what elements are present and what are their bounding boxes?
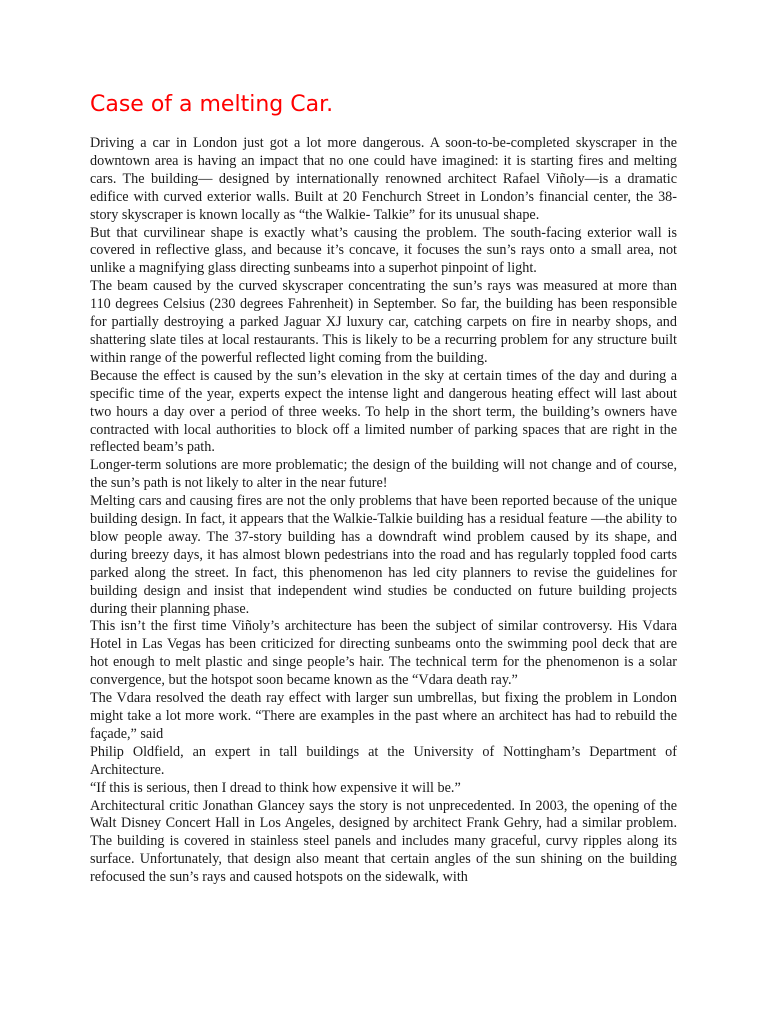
paragraph: Longer-term solutions are more problematic; the design of the building will not change and of course, the sun’s path is not likely to alter in the near future!	[90, 457, 677, 492]
paragraph: This isn’t the first time Viñoly’s architecture has been the subject of similar controversy. His Vdara Hotel in Las Vegas has been criticized for directing sunbeams onto the swimming pool deck that are hot enough to melt plastic and singe people’s hair. The technical term for the phenomenon is a solar convergence, but the hotspot soon became known as the “Vdara death ray.”	[90, 618, 677, 689]
paragraph: Because the effect is caused by the sun’s elevation in the sky at certain times of the day and during a specific time of the year, experts expect the intense light and dangerous heating effect will last about two hours a day over a period of three weeks. To help in the short term, the building’s owners have contracted with local authorities to block off a limited number of parking spaces that are right in the reflected beam’s path.	[90, 367, 677, 456]
paragraph: The beam caused by the curved skyscraper concentrating the sun’s rays was measured at more than 110 degrees Celsius (230 degrees Fahrenheit) in September. So far, the building has been responsible for partially destroying a parked Jaguar XJ luxury car, catching carpets on fire in nearby shops, and shattering slate tiles at local restaurants. This is likely to be a recurring problem for any structure built within range of the powerful reflected light coming from the building.	[90, 278, 677, 366]
document-body	[90, 135, 677, 887]
document-title: Case of a melting Car.	[90, 92, 334, 117]
paragraph: Philip Oldfield, an expert in tall buildings at the University of Nottingham’s Department of Architecture.	[90, 743, 677, 778]
paragraph: Driving a car in London just got a lot more dangerous. A soon-to-be-completed skyscraper in the downtown area is having an impact that no one could have imagined: it is starting fires and melting cars. The building— designed by internationally renowned architect Rafael Viñoly—is a dramatic edifice with curved exterior walls. Built at 20 Fenchurch Street in London’s financial center, the 38-story skyscraper is known locally as “the Walkie- Talkie” for its unusual shape.	[90, 135, 677, 223]
paragraph: Melting cars and causing fires are not the only problems that have been reported because of the unique building design. In fact, it appears that the Walkie-Talkie building has a residual feature —the ability to blow people away. The 37-story building has a downdraft wind problem caused by its shape, and during breezy days, it has almost blown pedestrians into the road and has regularly toppled food carts parked along the street. In fact, this phenomenon has led city planners to revise the guidelines for building design and insist that independent wind studies be conducted on future building projects during their planning phase.	[90, 493, 677, 617]
paragraph: But that curvilinear shape is exactly what’s causing the problem. The south-facing exterior wall is covered in reflective glass, and because it’s concave, it focuses the sun’s rays onto a small area, not unlike a magnifying glass directing sunbeams into a superhot pinpoint of light.	[90, 224, 677, 277]
paragraph: Architectural critic Jonathan Glancey says the story is not unprecedented. In 2003, the opening of the Walt Disney Concert Hall in Los Angeles, designed by architect Frank Gehry, had a similar problem. The building is covered in stainless steel panels and includes many graceful, curvy ripples along its surface. Unfortunately, that design also meant that certain angles of the sun shining on the building refocused the sun’s rays and caused hotspots on the sidewalk, with	[90, 797, 677, 886]
paragraph: The Vdara resolved the death ray effect with larger sun umbrellas, but fixing the problem in London might take a lot more work. “There are examples in the past where an architect has had to rebuild the façade,” said	[90, 690, 677, 742]
paragraph: “If this is serious, then I dread to think how expensive it will be.”	[90, 779, 461, 796]
